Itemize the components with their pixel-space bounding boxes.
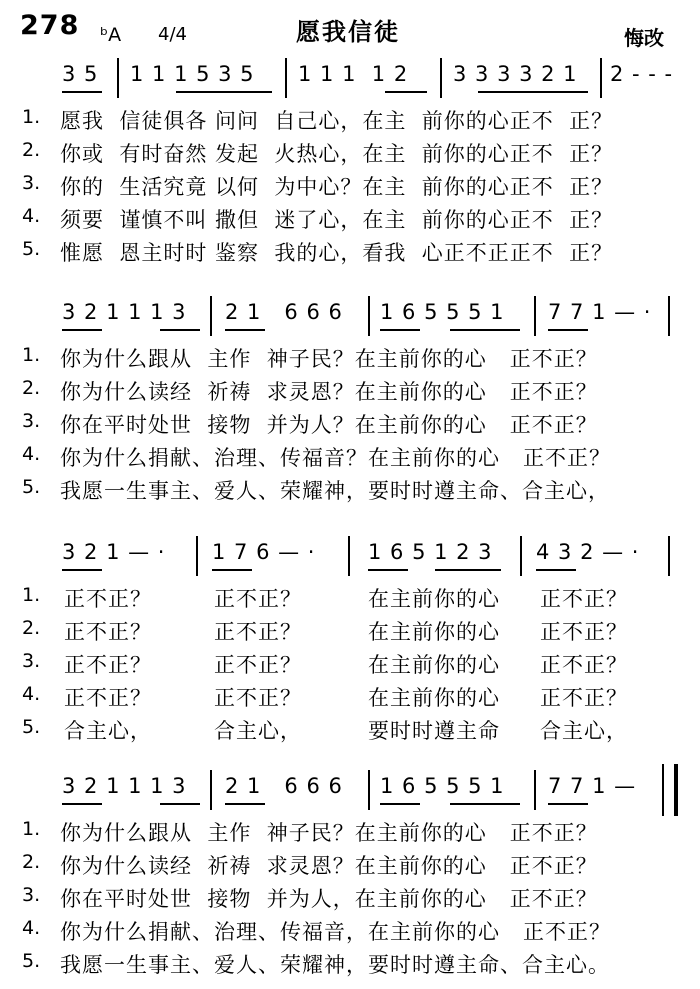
beam	[536, 569, 576, 571]
lyric-segment: 正不正？	[214, 686, 302, 710]
lyric-segment: 在主前你的心	[368, 653, 500, 677]
verse-text: 你的 生活究竟 以何 为中心？在主 前你的心正不 正？	[60, 175, 614, 199]
verse-number: 4.	[22, 205, 41, 227]
lyric-segment: 合主心，	[214, 719, 302, 743]
beam	[368, 569, 408, 571]
measure-3: 1 6 5 1 2 3	[368, 540, 493, 564]
verse-number: 2.	[22, 377, 41, 399]
beam	[62, 803, 102, 805]
lyric-line	[0, 342, 700, 375]
barline	[534, 770, 536, 810]
lyric-segment: 正不正？	[540, 620, 628, 644]
verse-number: 2.	[22, 139, 41, 161]
barline	[520, 536, 522, 576]
beam	[225, 803, 265, 805]
beam	[62, 329, 102, 331]
verse-number: 1.	[22, 106, 41, 128]
notation-line	[0, 536, 700, 582]
notation-line	[0, 58, 700, 104]
beam	[548, 329, 588, 331]
measure-3: 1 6 5 5 5 1	[380, 300, 505, 324]
lyric-segment: 正不正？	[540, 587, 628, 611]
beam	[380, 329, 420, 331]
lyric-segment: 正不正？	[214, 587, 302, 611]
beam	[225, 329, 265, 331]
lyric-segment: 正不正？	[64, 686, 152, 710]
beam	[62, 569, 102, 571]
lyric-line	[0, 849, 700, 882]
measure-pickup: 3 5	[62, 62, 99, 86]
verse-text: 你在平时处世 接物 并为人，在主前你的心 正不正？	[60, 887, 598, 911]
verse-number: 5.	[22, 238, 41, 260]
measure-4: 7 7 1 —	[548, 774, 637, 798]
lyric-line	[0, 648, 700, 681]
lyric-segment: 正不正？	[214, 653, 302, 677]
barline	[210, 770, 212, 810]
barline	[368, 296, 370, 336]
lyric-line	[0, 681, 700, 714]
measure-1: 1 1 1 5 3 5	[130, 62, 255, 86]
lyric-line	[0, 582, 700, 615]
lyric-line	[0, 882, 700, 915]
hymn-title: 愿我信徒	[296, 18, 400, 46]
lyric-line	[0, 203, 700, 236]
verse-text: 惟愿 恩主时时 鉴察 我的心，看我 心正不正正不 正？	[60, 241, 614, 265]
measure-2: 2 1 6 6 6	[225, 300, 343, 324]
lyric-line	[0, 170, 700, 203]
verse-text: 你为什么捐献、治理、传福音？在主前你的心 正不正？	[60, 446, 612, 470]
beam	[478, 91, 588, 93]
verse-text: 我愿一生事主、爱人、荣耀神，要时时遵主命、合主心。	[60, 953, 610, 977]
verse-text: 你或 有时奋然 发起 火热心，在主 前你的心正不 正？	[60, 142, 614, 166]
lyric-line	[0, 474, 700, 507]
measure-3: 1 6 5 5 5 1	[380, 774, 505, 798]
score-system-1	[0, 58, 700, 269]
lyric-segment: 在主前你的心	[368, 620, 500, 644]
barline	[348, 536, 350, 576]
barline	[117, 58, 119, 98]
notation-line	[0, 296, 700, 342]
beam	[62, 91, 102, 93]
beam	[212, 569, 252, 571]
verse-number: 2.	[22, 851, 41, 873]
measure-4: 2 - - -	[610, 62, 674, 86]
time-signature: 4/4	[158, 24, 187, 45]
barline	[668, 536, 670, 576]
measure-1: 3 2 1 — ·	[62, 540, 166, 564]
beam	[176, 91, 272, 93]
beam	[435, 569, 501, 571]
verse-text: 须要 谨慎不叫 撒但 迷了心，在主 前你的心正不 正？	[60, 208, 614, 232]
beam	[380, 803, 420, 805]
verse-text: 愿我 信徒俱各 问问 自己心，在主 前你的心正不 正？	[60, 109, 614, 133]
arranger-label: 悔改	[624, 26, 664, 50]
barline	[668, 296, 670, 336]
lyric-segment: 正不正？	[64, 653, 152, 677]
measure-4: 4 3 2 — ·	[536, 540, 640, 564]
beam	[160, 329, 200, 331]
barline	[440, 58, 442, 98]
measure-1: 3 2 1 1 1 3	[62, 774, 187, 798]
lyric-line	[0, 714, 700, 747]
lyric-segment: 要时时遵主命	[368, 719, 500, 743]
lyric-line	[0, 948, 700, 981]
beam	[450, 803, 520, 805]
verse-number: 2.	[22, 617, 41, 639]
verse-number: 4.	[22, 683, 41, 705]
hymn-number: 278	[20, 10, 80, 41]
measure-4: 7 7 1 — ·	[548, 300, 652, 324]
verse-text: 你在平时处世 接物 并为人？在主前你的心 正不正？	[60, 413, 598, 437]
verse-number: 3.	[22, 410, 41, 432]
lyric-line	[0, 915, 700, 948]
verse-number: 5.	[22, 716, 41, 738]
beam	[160, 803, 200, 805]
beam	[385, 91, 427, 93]
verse-number: 4.	[22, 917, 41, 939]
verse-number: 4.	[22, 443, 41, 465]
score-system-3	[0, 536, 700, 747]
verse-number: 5.	[22, 476, 41, 498]
lyric-segment: 在主前你的心	[368, 587, 500, 611]
notation-line	[0, 770, 700, 816]
lyric-segment: 正不正？	[540, 653, 628, 677]
lyric-line	[0, 408, 700, 441]
verse-text: 你为什么读经 祈祷 求灵恩？在主前你的心 正不正？	[60, 380, 598, 404]
lyric-segment: 正不正？	[540, 686, 628, 710]
barline	[210, 296, 212, 336]
beam	[548, 803, 588, 805]
lyric-line	[0, 236, 700, 269]
measure-3: 3 3 3 3 2 1	[453, 62, 578, 86]
measure-1: 3 2 1 1 1 3	[62, 300, 187, 324]
beam	[450, 329, 520, 331]
measure-2: 1 1 1 1 2	[298, 62, 409, 86]
barline	[285, 58, 287, 98]
measure-2: 2 1 6 6 6	[225, 774, 343, 798]
lyric-line	[0, 104, 700, 137]
score-system-2	[0, 296, 700, 507]
verse-number: 5.	[22, 950, 41, 972]
verse-text: 你为什么读经 祈祷 求灵恩？在主前你的心 正不正？	[60, 854, 598, 878]
measure-2: 1 7 6 — ·	[212, 540, 316, 564]
verse-number: 3.	[22, 884, 41, 906]
lyric-line	[0, 441, 700, 474]
verse-number: 3.	[22, 172, 41, 194]
lyric-line	[0, 816, 700, 849]
verse-text: 你为什么捐献、治理、传福音，在主前你的心 正不正？	[60, 920, 612, 944]
lyric-segment: 在主前你的心	[368, 686, 500, 710]
hymn-header	[0, 0, 700, 56]
verse-text: 你为什么跟从 主作 神子民？在主前你的心 正不正？	[60, 821, 598, 845]
lyric-segment: 合主心，	[540, 719, 628, 743]
verse-text: 你为什么跟从 主作 神子民？在主前你的心 正不正？	[60, 347, 598, 371]
verse-number: 1.	[22, 818, 41, 840]
verse-number: 1.	[22, 344, 41, 366]
lyric-line	[0, 137, 700, 170]
lyric-segment: 正不正？	[214, 620, 302, 644]
barline	[368, 770, 370, 810]
lyric-segment: 合主心，	[64, 719, 152, 743]
lyric-segment: 正不正？	[64, 620, 152, 644]
verse-number: 3.	[22, 650, 41, 672]
key-signature: ᵇA	[100, 24, 122, 46]
barline	[196, 536, 198, 576]
barline	[534, 296, 536, 336]
verse-number: 1.	[22, 584, 41, 606]
barline	[600, 58, 602, 98]
lyric-segment: 正不正？	[64, 587, 152, 611]
lyric-line	[0, 375, 700, 408]
lyric-line	[0, 615, 700, 648]
verse-text: 我愿一生事主、爱人、荣耀神，要时时遵主命、合主心，	[60, 479, 610, 503]
final-barline	[662, 764, 678, 816]
score-system-4	[0, 770, 700, 981]
